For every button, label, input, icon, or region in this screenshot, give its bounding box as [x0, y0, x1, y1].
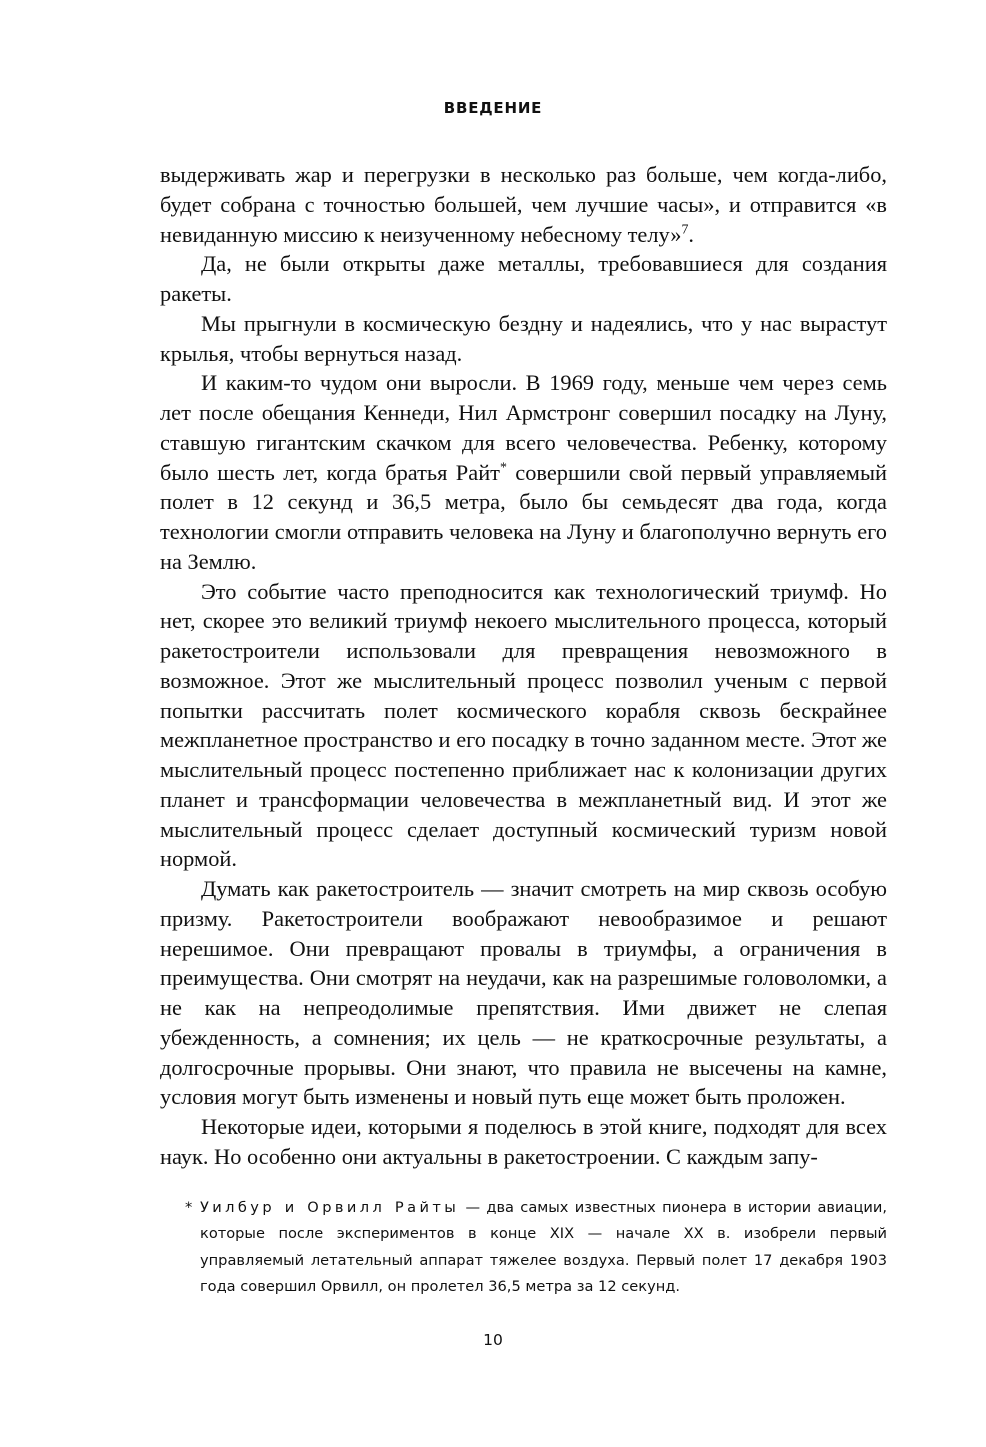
footnote-mark: *	[185, 1199, 193, 1216]
paragraph-4: И каким-то чудом они выросли. В 1969 году, меньше чем через семь лет после обещания Кеннеди, Нил Армстронг совершил посадку на Луну, ставшую гигантским скачком для всего человечества. Ребенку, которому было шесть лет, когда братья Райт* совершили свой первый управляемый полет в 12 секунд и 36,5 метра, было бы семьдесят два года, когда технологии смогли отправить человека на Луну и благополучно вернуть его на Землю.	[160, 370, 887, 574]
paragraph-6: Думать как ракетостроитель — значит смотреть на мир сквозь особую призму. Ракетостроители воображают невообразимое и решают нерешимое. Они превращают провалы в триумфы, а ограничения в преимущества. Они смотрят на неудачи, как на разрешимые головоломки, а не как на непреодолимые препятствия. Ими движет не слепая убежденность, а сомнения; их цель — не краткосрочные результаты, а долгосрочные прорывы. Они знают, что правила не высечены на камне, условия могут быть изменены и новый путь еще может быть проложен.	[160, 876, 887, 1110]
footnote-text: * Уилбур и Орвилл Райты — два самых известных пионера в истории авиации, которые после экспериментов в конце XIX — начале XX в. изобрели первый управляемый летательный аппарат тяжелее воздуха. Первый полет 17 декабря 1903 года совершил Орвилл, он пролетел 36,5 метра за 12 секунд.	[185, 1195, 887, 1300]
paragraph-5: Это событие часто преподносится как технологический триумф. Но нет, скорее это великий триумф некоего мыслительного процесса, который ракетостроители использовали для превращения невозможного в возможное. Этот же мыслительный процесс позволил ученым с первой попытки рассчитать полет космического корабля сквозь бескрайнее межпланетное пространство и его посадку в точно заданном месте. Этот же мыслительный процесс постепенно приближает нас к колонизации других планет и трансформации человечества в межпланетный вид. И этот же мыслительный процесс сделает доступный космический туризм новой нормой.	[160, 578, 887, 872]
body-text	[160, 160, 887, 1172]
paragraph-1: выдерживать жар и перегрузки в несколько раз больше, чем когда-либо, будет собрана с точностью большей, чем лучшие часы», и отправится «в невиданную миссию к неизученному небесному телу»$^7$.	[160, 162, 887, 247]
paragraph-2: Да, не были открыты даже металлы, требовавшиеся для создания ракеты.	[160, 251, 887, 306]
endnote-ref-7[interactable]: 7	[681, 221, 689, 237]
page-number: 10	[483, 1331, 503, 1349]
paragraph-7: Некоторые идеи, которыми я поделюсь в этой книге, подходят для всех наук. Но особенно они актуальны в ракетостроении. С каждым запу-	[160, 1114, 887, 1169]
paragraph-3: Мы прыгнули в космическую бездну и надеялись, что у нас вырастут крылья, чтобы вернуться назад.	[160, 310, 887, 366]
footnote-ref-asterisk[interactable]: *	[499, 459, 507, 475]
footnote	[185, 1195, 887, 1300]
running-head: ВВЕДЕНИЕ	[443, 99, 543, 117]
footnote-names: Уилбур и Орвилл Райты	[200, 1199, 460, 1216]
